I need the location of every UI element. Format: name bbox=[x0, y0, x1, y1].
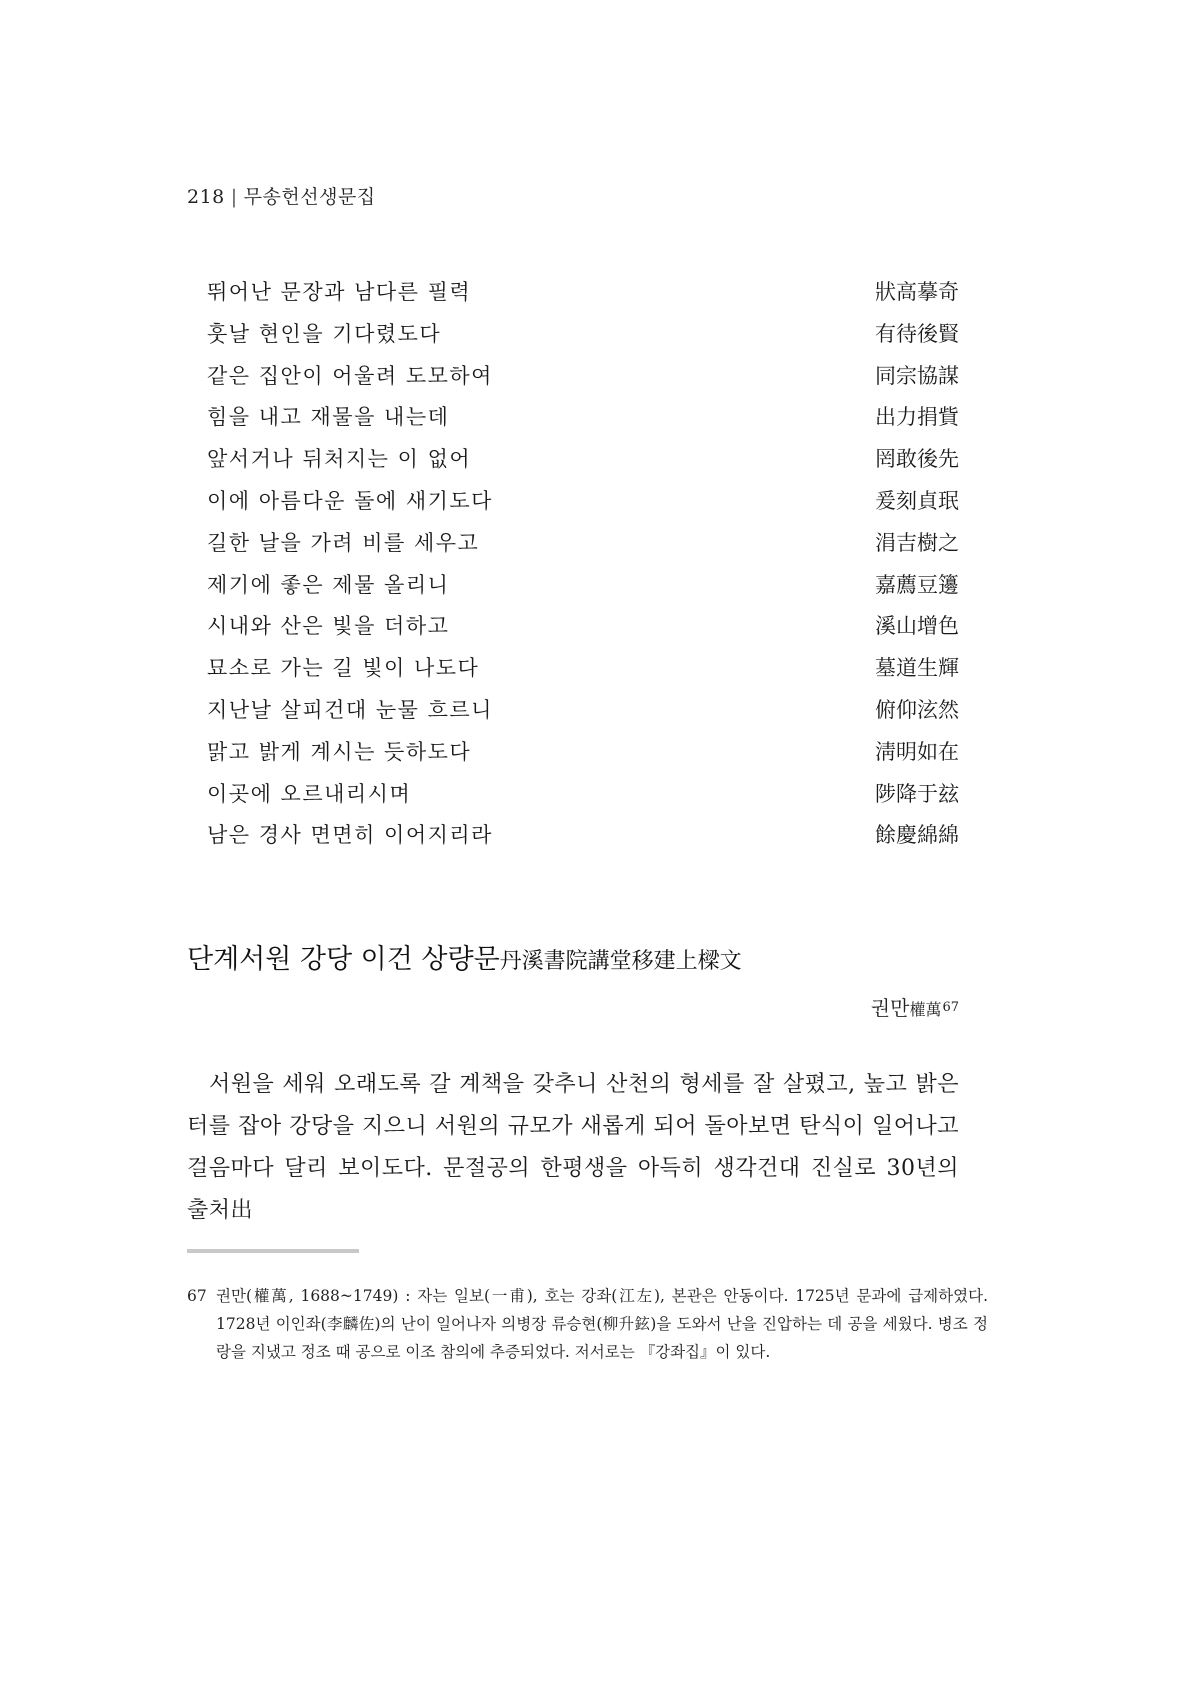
poem-korean: 길한 날을 가려 비를 세우고 bbox=[207, 530, 480, 555]
poem-hanja: 溪山增色 bbox=[875, 614, 959, 639]
poem-line bbox=[207, 443, 959, 485]
poem-hanja: 陟降于玆 bbox=[875, 781, 959, 806]
poem-korean: 앞서거나 뒤처지는 이 없어 bbox=[207, 447, 472, 472]
author-hanja: 權萬 bbox=[909, 1000, 942, 1019]
footnote-number: 67 bbox=[187, 1287, 207, 1305]
poem-korean: 맑고 밝게 계시는 듯하도다 bbox=[207, 739, 472, 764]
poem-line bbox=[207, 276, 959, 318]
poem-hanja: 餘慶綿綿 bbox=[875, 823, 959, 848]
poem-line bbox=[207, 318, 959, 360]
poem-hanja: 狀高摹奇 bbox=[875, 280, 959, 304]
book-title: 무송헌선생문집 bbox=[243, 186, 376, 208]
poem-line bbox=[207, 778, 959, 820]
author-line bbox=[871, 992, 959, 1021]
poem-hanja: 同宗協謀 bbox=[875, 363, 959, 388]
poem-korean: 남은 경사 면면히 이어지리라 bbox=[207, 823, 493, 848]
poem-korean: 지난날 살피건대 눈물 흐르니 bbox=[207, 697, 493, 722]
poem-korean: 뛰어난 문장과 남다른 필력 bbox=[207, 280, 472, 304]
poem-hanja: 俯仰泫然 bbox=[875, 697, 959, 722]
poem-korean: 제기에 좋은 제물 올리니 bbox=[207, 572, 450, 597]
footnote bbox=[187, 1282, 988, 1366]
poem-hanja: 爰刻貞珉 bbox=[875, 488, 959, 513]
section-title-hanja: 丹溪書院講堂移建上樑文 bbox=[499, 949, 742, 974]
poem-hanja: 有待後賢 bbox=[875, 321, 959, 346]
poem-line bbox=[207, 360, 959, 402]
poem-korean: 힘을 내고 재물을 내는데 bbox=[207, 405, 450, 430]
poem-line bbox=[207, 569, 959, 611]
poem-line bbox=[207, 652, 959, 694]
poem-line bbox=[207, 401, 959, 443]
body-paragraph: 서원을 세워 오래도록 갈 계책을 갖추니 산천의 형세를 잘 살폈고, 높고 밝은 터를 잡아 강당을 지으니 서원의 규모가 새롭게 되어 돌아보면 탄식이 일어나고 걸음마다 달리 보이도다. 문절공의 한평생을 아득히 생각건대 진실로 30년의 출처出 bbox=[187, 1072, 959, 1223]
poem-hanja: 罔敢後先 bbox=[875, 447, 959, 472]
footnote-divider bbox=[187, 1249, 359, 1253]
poem-korean: 시내와 산은 빛을 더하고 bbox=[207, 614, 450, 639]
poem bbox=[207, 276, 959, 861]
page-number: 218 bbox=[187, 186, 225, 208]
section-title-korean: 단계서원 강당 이건 상량문 bbox=[187, 944, 500, 975]
section-title bbox=[187, 937, 742, 976]
author-korean: 권만 bbox=[870, 996, 910, 1020]
poem-line bbox=[207, 736, 959, 778]
poem-korean: 이곳에 오르내리시며 bbox=[207, 781, 412, 806]
poem-line bbox=[207, 485, 959, 527]
poem-korean: 묘소로 가는 길 빛이 나도다 bbox=[207, 656, 480, 681]
poem-hanja: 嘉薦豆籩 bbox=[875, 572, 959, 597]
footnote-text: 권만(權萬, 1688~1749) : 자는 일보(一甫), 호는 강좌(江左), 본관은 안동이다. 1725년 문과에 급제하였다. 1728년 이인좌(李麟佐)의 난이 일어나자 의병장 류승현(柳升鉉)을 도와서 난을 진압하는 데 공을 세웠다. 병조 정랑을 지냈고 정조 때 공으로 이조 참의에 추증되었다. 저서로는 『강좌집』이 있다. bbox=[216, 1287, 988, 1361]
poem-line bbox=[207, 527, 959, 569]
poem-korean: 이에 아름다운 돌에 새기도다 bbox=[207, 488, 493, 513]
poem-hanja: 涓吉樹之 bbox=[875, 530, 959, 555]
poem-hanja: 淸明如在 bbox=[875, 739, 959, 764]
poem-hanja: 出力捐貲 bbox=[875, 405, 959, 430]
poem-korean: 훗날 현인을 기다렸도다 bbox=[207, 321, 442, 346]
poem-hanja: 墓道生輝 bbox=[875, 656, 959, 681]
poem-line bbox=[207, 694, 959, 736]
header-separator: | bbox=[230, 186, 238, 208]
footnote-ref: 67 bbox=[942, 1000, 959, 1015]
poem-line bbox=[207, 610, 959, 652]
poem-korean: 같은 집안이 어울려 도모하여 bbox=[207, 363, 493, 388]
poem-line bbox=[207, 819, 959, 861]
page-header bbox=[187, 182, 376, 209]
